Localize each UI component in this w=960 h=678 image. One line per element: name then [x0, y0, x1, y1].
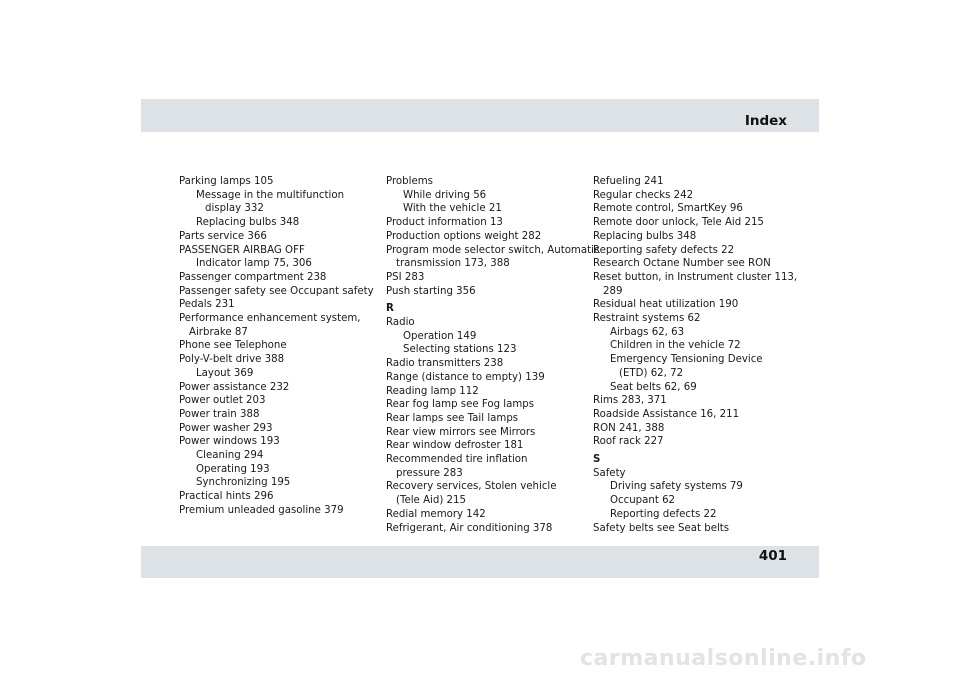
- watermark: carmanualsonline.info: [580, 646, 867, 671]
- index-entry: Range (distance to empty) 139: [386, 371, 545, 383]
- index-entry: Production options weight 282: [386, 230, 542, 242]
- index-entry: Recovery services, Stolen vehicle: [386, 481, 557, 493]
- index-entry: PASSENGER AIRBAG OFF: [179, 244, 305, 256]
- index-entry: Seat belts 62, 69: [610, 381, 697, 393]
- index-entry: Synchronizing 195: [196, 477, 291, 489]
- index-entry: Practical hints 296: [179, 491, 274, 503]
- index-entry: Replacing bulbs 348: [196, 217, 300, 229]
- index-entry: Reporting safety defects 22: [593, 244, 735, 256]
- index-column-1: [179, 175, 389, 518]
- index-entry: Airbags 62, 63: [610, 326, 685, 338]
- index-entry: Airbrake 87: [189, 326, 248, 338]
- index-entry: Push starting 356: [386, 285, 476, 297]
- page-number: 401: [758, 548, 787, 564]
- index-entry: Premium unleaded gasoline 379: [179, 504, 344, 516]
- index-entry: Message in the multifunction: [196, 189, 345, 201]
- index-entry: Radio: [386, 317, 415, 329]
- index-entry: Passenger compartment 238: [179, 271, 327, 283]
- index-entry: Safety: [593, 467, 626, 479]
- index-entry: Operation 149: [403, 330, 477, 342]
- index-letter-heading: S: [593, 454, 601, 466]
- index-entry: Emergency Tensioning Device: [610, 354, 763, 366]
- index-entry: Problems: [386, 176, 433, 187]
- index-entry: Residual heat utilization 190: [593, 299, 739, 311]
- index-entry: transmission 173, 388: [396, 258, 510, 270]
- index-entry: Remote door unlock, Tele Aid 215: [593, 217, 764, 229]
- index-entry: Operating 193: [196, 463, 270, 475]
- index-entry: Safety belts see Seat belts: [593, 522, 730, 534]
- index-entry: Reporting defects 22: [610, 508, 717, 520]
- index-entry: (ETD) 62, 72: [619, 367, 684, 379]
- page-title: Index: [744, 113, 787, 129]
- index-entry: Parking lamps 105: [179, 176, 274, 187]
- index-entry: Layout 369: [196, 367, 254, 379]
- index-entry: Program mode selector switch, Automatic: [386, 244, 600, 256]
- index-entry: Occupant 62: [610, 495, 676, 507]
- index-entry: Rims 283, 371: [593, 395, 667, 407]
- index-entry: Redial memory 142: [386, 508, 486, 520]
- index-entry: Refrigerant, Air conditioning 378: [386, 522, 553, 534]
- index-entry: display 332: [205, 203, 264, 215]
- index-entry: 289: [603, 285, 623, 297]
- index-entry: Power washer 293: [179, 422, 273, 434]
- index-column-3: [593, 175, 803, 535]
- footer-band: [141, 546, 819, 578]
- index-entry: Driving safety systems 79: [610, 481, 743, 493]
- index-entry: PSI 283: [386, 271, 425, 283]
- index-entry: Refueling 241: [593, 176, 664, 187]
- index-entry: Passenger safety see Occupant safety: [179, 285, 374, 297]
- index-entry: (Tele Aid) 215: [396, 495, 466, 507]
- index-entry: Children in the vehicle 72: [610, 340, 741, 352]
- index-entry: Selecting stations 123: [403, 344, 517, 356]
- index-entry: Roof rack 227: [593, 436, 664, 448]
- index-entry: Reset button, in Instrument cluster 113,: [593, 271, 798, 283]
- index-entry: Power assistance 232: [179, 381, 290, 393]
- index-entry: With the vehicle 21: [403, 203, 502, 215]
- index-entry: Roadside Assistance 16, 211: [593, 408, 740, 420]
- index-entry: Remote control, SmartKey 96: [593, 203, 743, 215]
- index-entry: Rear view mirrors see Mirrors: [386, 426, 536, 438]
- index-entry: Recommended tire inflation: [386, 454, 528, 466]
- index-entry: Product information 13: [386, 217, 503, 229]
- index-entry: Restraint systems 62: [593, 313, 701, 325]
- index-entry: Pedals 231: [179, 299, 235, 311]
- index-entry: Parts service 366: [179, 230, 267, 242]
- index-entry: Poly-V-belt drive 388: [179, 354, 285, 366]
- index-entry: Phone see Telephone: [179, 340, 287, 352]
- index-entry: Regular checks 242: [593, 189, 694, 201]
- index-entry: Power train 388: [179, 408, 260, 420]
- index-entry: Indicator lamp 75, 306: [196, 258, 312, 270]
- index-entry: RON 241, 388: [593, 422, 665, 434]
- index-entry: Replacing bulbs 348: [593, 230, 697, 242]
- index-entry: Power windows 193: [179, 436, 280, 448]
- index-entry: Rear fog lamp see Fog lamps: [386, 399, 535, 411]
- index-entry: Rear lamps see Tail lamps: [386, 412, 519, 424]
- index-entry: Radio transmitters 238: [386, 358, 504, 370]
- index-column-2: [386, 175, 600, 535]
- index-entry: Performance enhancement system,: [179, 313, 361, 325]
- index-entry: Research Octane Number see RON: [593, 258, 771, 270]
- index-letter-heading: R: [386, 303, 394, 315]
- index-entry: Power outlet 203: [179, 395, 266, 407]
- index-entry: Reading lamp 112: [386, 385, 479, 397]
- header-band: [141, 99, 819, 132]
- index-entry: pressure 283: [396, 467, 463, 479]
- index-entry: While driving 56: [403, 189, 487, 201]
- index-entry: Rear window defroster 181: [386, 440, 524, 452]
- index-entry: Cleaning 294: [196, 450, 264, 462]
